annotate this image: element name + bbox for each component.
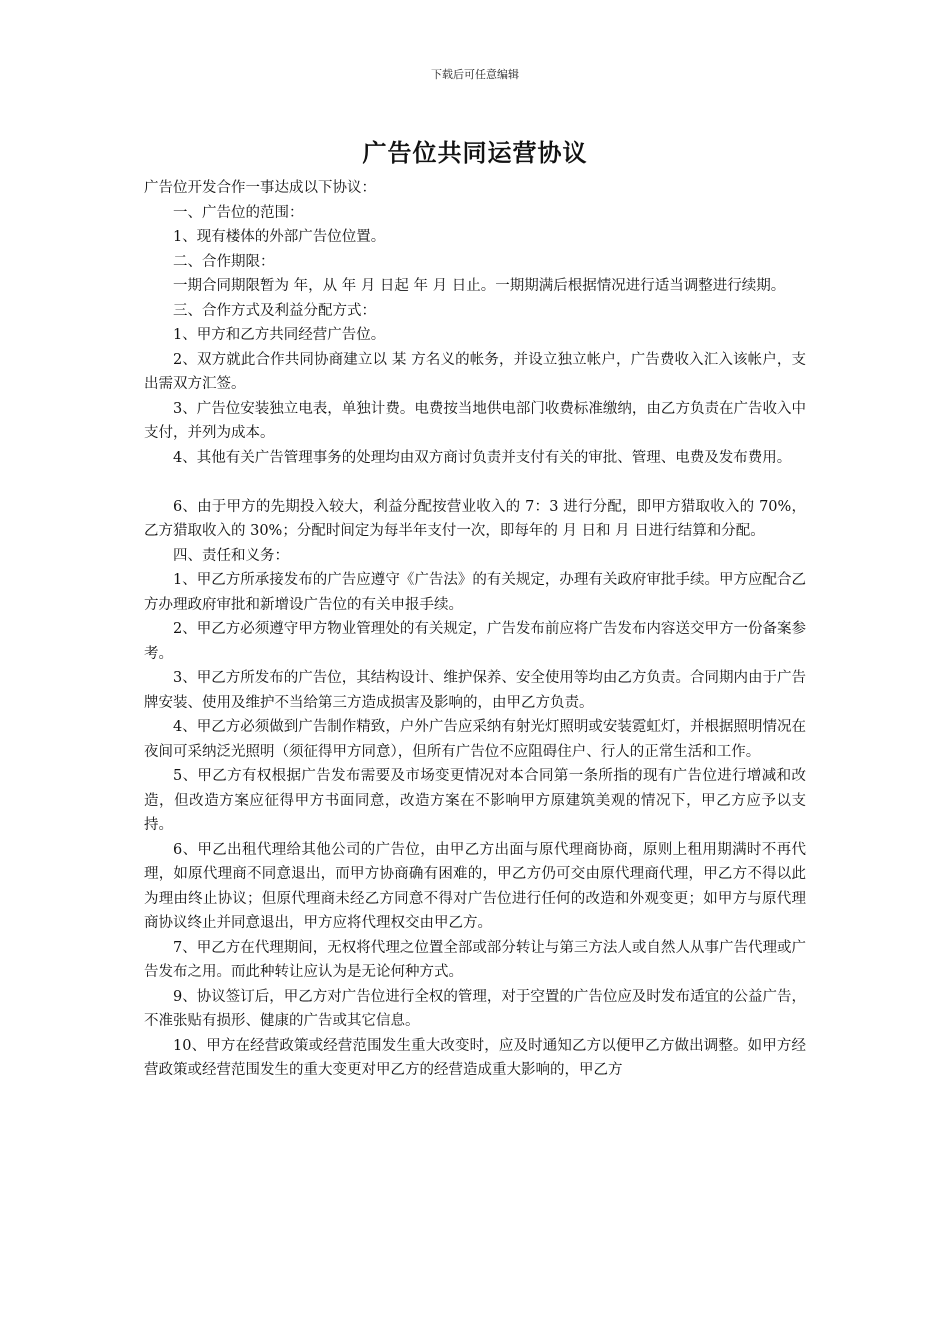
section-heading-scope: 一、广告位的范围： [173, 204, 304, 221]
document-body [144, 176, 806, 1083]
document-title: 广告位共同运营协议 [362, 138, 588, 167]
paragraph: 6、甲乙出租代理给其他公司的广告位，由甲乙方出面与原代理商协商，原则上租用期满时不再代理，如原代理商不同意退出，而甲方协商确有困难的，甲乙方仍可交由原代理商代理，甲乙方不得以此为理由终止协议；但原代理商未经乙方同意不得对广告位进行任何的改造和外观变更；如甲方与原代理商协议终止并同意退出，甲方应将代理权交由甲乙方。 [144, 841, 806, 931]
blank-line [144, 470, 806, 495]
paragraph: 4、甲乙方必须做到广告制作精致，户外广告应采纳有射光灯照明或安装霓虹灯，并根据照明情况在夜间可采纳泛光照明（须征得甲方同意），但所有广告位不应阻碍住户、行人的正常生活和工作。 [144, 719, 806, 760]
paragraph: 1、甲乙方所承接发布的广告应遵守《广告法》的有关规定，办理有关政府审批手续。甲方应配合乙方办理政府审批和新增设广告位的有关申报手续。 [144, 572, 806, 613]
paragraph: 2、甲乙方必须遵守甲方物业管理处的有关规定，广告发布前应将广告发布内容送交甲方一份备案参考。 [144, 621, 806, 662]
section-heading-duties: 四、责任和义务： [173, 547, 289, 564]
paragraph: 3、广告位安装独立电表，单独计费。电费按当地供电部门收费标准缴纳，由乙方负责在广告收入中支付，并列为成本。 [144, 400, 806, 441]
paragraph: 4、其他有关广告管理事务的处理均由双方商讨负责并支付有关的审批、管理、电费及发布费用。 [173, 449, 792, 466]
intro-paragraph: 广告位开发合作一事达成以下协议： [144, 180, 376, 196]
paragraph: 9、协议签订后，甲乙方对广告位进行全权的管理，对于空置的广告位应及时发布适宜的公益广告，不准张贴有损形、健康的广告或其它信息。 [144, 988, 806, 1029]
paragraph: 3、甲乙方所发布的广告位，其结构设计、维护保养、安全使用等均由乙方负责。合同期内由于广告牌安装、使用及维护不当给第三方造成损害及影响的，由甲乙方负责。 [144, 670, 806, 711]
section-heading-cooperation: 三、合作方式及利益分配方式： [173, 302, 376, 319]
paragraph: 6、由于甲方的先期投入较大，利益分配按营业收入的 7：3 进行分配，即甲方猎取收入的 70%，乙方猎取收入的 30%；分配时间定为每半年支付一次，即每年的 月 日和 月 日进行结算和分配。 [144, 498, 806, 539]
paragraph: 5、甲乙方有权根据广告发布需要及市场变更情况对本合同第一条所指的现有广告位进行增减和改造，但改造方案应征得甲方书面同意，改造方案在不影响甲方原建筑美观的情况下，甲乙方应予以支持。 [144, 768, 806, 833]
paragraph: 一期合同期限暂为 年，从 年 月 日起 年 月 日止。一期期满后根据情况进行适当调整进行续期。 [173, 278, 786, 294]
section-heading-term: 二、合作期限： [173, 253, 275, 270]
header-note: 下载后可任意编辑 [431, 68, 519, 81]
paragraph: 7、甲乙方在代理期间，无权将代理之位置全部或部分转让与第三方法人或自然人从事广告代理或广告发布之用。而此种转让应认为是无论何种方式。 [144, 939, 806, 980]
paragraph: 2、双方就此合作共同协商建立以 某 方名义的帐务，并设立独立帐户，广告费收入汇入该帐户，支出需双方汇签。 [144, 351, 806, 392]
paragraph: 10、甲方在经营政策或经营范围发生重大改变时，应及时通知乙方以便甲乙方做出调整。如甲方经营政策或经营范围发生的重大变更对甲乙方的经营造成重大影响的，甲乙方 [144, 1037, 806, 1078]
paragraph: 1、现有楼体的外部广告位位置。 [173, 229, 386, 245]
paragraph: 1、甲方和乙方共同经营广告位。 [173, 327, 386, 343]
